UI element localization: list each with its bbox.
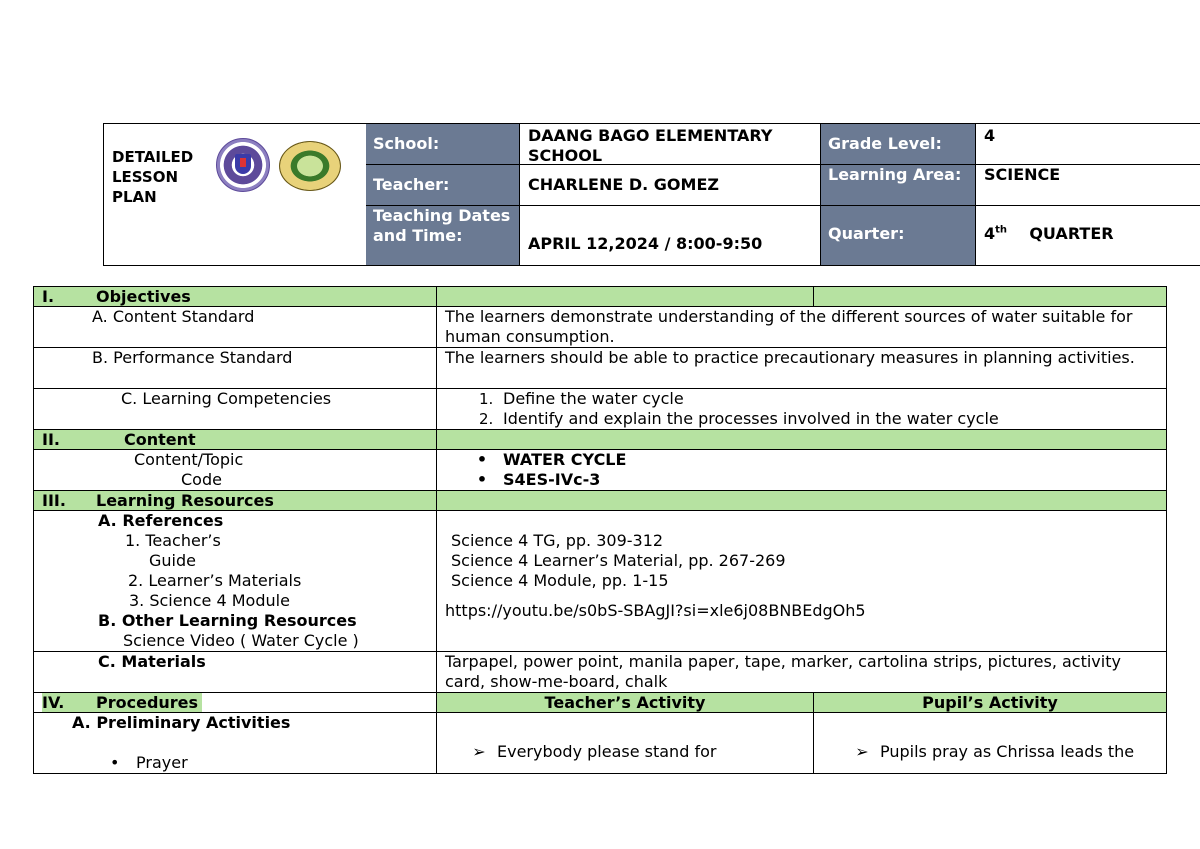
video-link[interactable]: https://youtu.be/s0bS-SBAgJI?si=xle6j08BNBEdgOh5 [445,601,866,620]
performance-standard-label: B. Performance Standard [92,348,293,367]
teacher-label: Teacher: [366,165,520,206]
content-topic-value: • WATER CYCLE [461,450,1158,470]
teacher-value: CHARLENE D. GOMEZ [520,165,821,206]
bullet-icon: • [476,470,488,489]
content-standard-value: The learners demonstrate understanding of the different sources of water suitable for human consumption. [437,307,1167,348]
deped-seal-icon [216,138,270,192]
code-label: Code [181,470,222,489]
competencies-row [34,389,1167,430]
bullet-icon: • [476,450,488,469]
teaching-dates-value: APRIL 12,2024 / 8:00-9:50 [520,206,821,265]
competency-item: 1. Define the water cycle [479,389,684,408]
arrow-bullet-icon: ➢ [855,742,869,761]
quarter-label: Quarter: [821,206,976,265]
materials-row [34,652,1167,693]
code-value: • S4ES-IVc-3 [461,470,1158,490]
content-standard-row [34,307,1167,348]
resource-module-value: Science 4 Module, pp. 1-15 [451,571,669,590]
references-label: A. References [98,511,224,530]
pupil-activity-header: Pupil’s Activity [814,693,1167,713]
lesson-plan-table [33,286,1167,774]
content-standard-label: A. Content Standard [92,307,255,326]
section-content-title: II. Content [34,430,437,450]
grade-level-value: 4 [976,124,1200,165]
quarter-value: 4th QUARTER [984,224,1114,243]
lesson-plan-header [103,123,1200,266]
materials-label: C. Materials [98,652,206,671]
resource-lm-value: Science 4 Learner’s Material, pp. 267-269 [451,551,786,570]
references-row [34,511,1167,652]
school-seal-icon [279,141,341,191]
competency-item: 2. Identify and explain the processes involved in the water cycle [479,409,999,428]
performance-standard-row [34,348,1167,389]
section-resources-title: III. Learning Resources [34,491,437,511]
arrow-bullet-icon: ➢ [472,742,486,761]
preliminary-row [34,713,1167,774]
section-objectives-title: I. Objectives [34,287,437,307]
other-resources-label: B. Other Learning Resources [98,611,357,630]
teacher-activity-header: Teacher’s Activity [437,693,814,713]
content-topic-label: Content/Topic [134,450,244,469]
competencies-list [437,389,1167,430]
reference-teachers-guide: 1. Teacher’s [125,531,221,550]
reference-guide-cont: Guide [149,551,196,570]
reference-learners-materials: 2. Learner’s Materials [128,571,302,590]
school-value: DAANG BAGO ELEMENTARY SCHOOL [520,124,821,165]
dlp-title-cell [104,124,367,265]
learning-area-label: Learning Area: [821,165,976,206]
section-content-row [34,430,1167,450]
grade-level-label: Grade Level: [821,124,976,165]
reference-science-module: 3. Science 4 Module [129,591,290,610]
dlp-title: DETAILED LESSON PLAN [112,148,194,206]
section-procedures-title: IV. Procedures [34,693,437,713]
section-procedures-row [34,693,1167,713]
pupil-prayer: ➢ Pupils pray as Chrissa leads the [844,742,1158,762]
section-objectives-row [34,287,1167,307]
resource-tg-value: Science 4 TG, pp. 309-312 [451,531,664,550]
performance-standard-value: The learners should be able to practice precautionary measures in planning activities. [437,348,1167,389]
content-topic-row [34,450,1167,491]
teacher-prayer: ➢ Everybody please stand for [461,742,805,762]
learning-area-value: SCIENCE [976,165,1200,206]
other-resources-video: Science Video ( Water Cycle ) [123,631,359,650]
prayer-item: • Prayer [110,753,188,772]
bullet-icon: • [110,753,120,772]
materials-value: Tarpapel, power point, manila paper, tape, marker, cartolina strips, pictures, activity card, show-me-board, chalk [437,652,1167,693]
school-label: School: [366,124,520,165]
section-resources-row [34,491,1167,511]
competencies-label: C. Learning Competencies [121,389,332,408]
preliminary-label: A. Preliminary Activities [72,713,291,732]
teaching-dates-label: Teaching Dates and Time: [366,206,520,265]
